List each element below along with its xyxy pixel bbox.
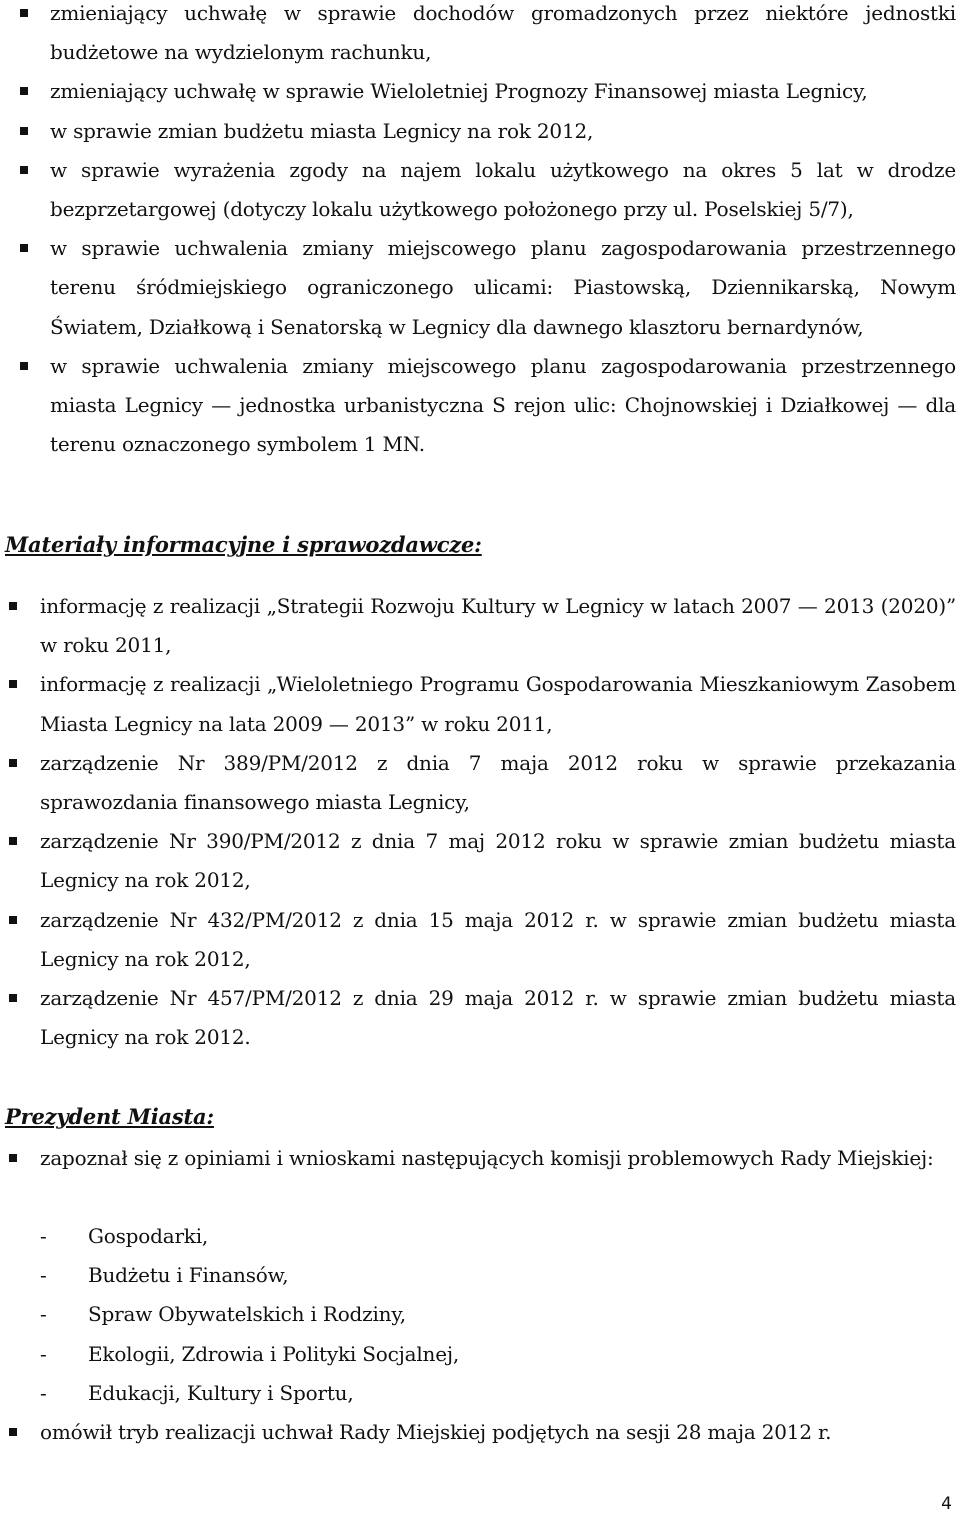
- list-item: [0, 822, 956, 900]
- square-bullet-icon: [9, 1154, 17, 1162]
- list-item: [0, 112, 956, 151]
- list-item: [0, 0, 956, 72]
- dash-marker: -: [40, 1263, 47, 1288]
- list-item: [0, 979, 956, 1057]
- list-item-text: zmieniający uchwałę w sprawie dochodów gromadzonych przez niektóre jednostki budżetowe na wydzielonym rachunku,: [50, 1, 956, 65]
- list-item: [0, 1413, 956, 1452]
- list-item-text: informację z realizacji „Strategii Rozwoju Kultury w Legnicy w latach 2007 — 2013 (2020)” w roku 2011,: [40, 594, 956, 658]
- list-item-text: w sprawie zmian budżetu miasta Legnicy na rok 2012,: [50, 118, 594, 143]
- list-item-text: zarządzenie Nr 389/PM/2012 z dnia 7 maja 2012 roku w sprawie przekazania sprawozdania finansowego miasta Legnicy,: [40, 750, 956, 815]
- committee-label: Budżetu i Finansów,: [88, 1263, 289, 1288]
- list-item: [0, 72, 956, 111]
- list-item-text: zarządzenie Nr 390/PM/2012 z dnia 7 maj 2012 roku w sprawie zmian budżetu miasta Legnicy na rok 2012,: [40, 829, 956, 893]
- square-bullet-icon: [9, 680, 17, 688]
- president-list: [0, 1139, 956, 1178]
- list-item-text: zmieniający uchwałę w sprawie Wieloletniej Prognozy Finansowej miasta Legnicy,: [50, 79, 868, 104]
- committee-item: [0, 1335, 900, 1374]
- materials-list: [0, 587, 956, 1057]
- dash-marker: -: [40, 1224, 47, 1248]
- list-item-text: informację z realizacji „Wieloletniego Programu Gospodarowania Mieszkaniowym Zasobem Miasta Legnicy na lata 2009 — 2013” w roku 2011,: [40, 672, 956, 736]
- committee-label: Gospodarki,: [88, 1224, 209, 1248]
- committee-label: Ekologii, Zdrowia i Polityki Socjalnej,: [88, 1341, 459, 1366]
- committee-label: Spraw Obywatelskich i Rodziny,: [88, 1302, 406, 1327]
- dash-marker: -: [40, 1341, 47, 1366]
- list-item-text: w sprawie wyrażenia zgody na najem lokalu użytkowego na okres 5 lat w drodze bezprzetargowej (dotyczy lokalu użytkowego położonego przy ul. Poselskiej 5/7),: [50, 157, 956, 222]
- committee-item: [0, 1295, 900, 1334]
- president-heading: Prezydent Miasta:: [5, 1104, 214, 1129]
- committees-list: [0, 1217, 900, 1413]
- list-item-text: w sprawie uchwalenia zmiany miejscowego planu zagospodarowania przestrzennego miasta Legnicy — jednostka urbanistyczna S rejon ulic: Chojnowskiej i Działkowej — dla terenu oznaczonego symbolem 1 MN.: [50, 353, 956, 457]
- square-bullet-icon: [20, 166, 28, 174]
- square-bullet-icon: [20, 9, 28, 17]
- square-bullet-icon: [20, 362, 28, 370]
- square-bullet-icon: [9, 602, 17, 610]
- list-item: [0, 229, 956, 347]
- square-bullet-icon: [9, 837, 17, 845]
- list-item-text: zarządzenie Nr 457/PM/2012 z dnia 29 maja 2012 r. w sprawie zmian budżetu miasta Legnicy na rok 2012.: [40, 986, 956, 1050]
- list-item-text: omówił tryb realizacji uchwał Rady Miejskiej podjętych na sesji 28 maja 2012 r.: [40, 1420, 832, 1444]
- list-item: [0, 347, 956, 465]
- resolutions-list: [0, 0, 956, 464]
- committee-item: [0, 1374, 900, 1413]
- materials-heading: Materiały informacyjne i sprawozdawcze:: [5, 532, 482, 557]
- page-number: 4: [941, 1494, 952, 1514]
- dash-marker: -: [40, 1302, 47, 1327]
- list-item: [0, 901, 956, 979]
- list-item-text: zarządzenie Nr 432/PM/2012 z dnia 15 maja 2012 r. w sprawie zmian budżetu miasta Legnicy na rok 2012,: [40, 907, 956, 971]
- list-item: [0, 587, 956, 665]
- committee-label: Edukacji, Kultury i Sportu,: [88, 1380, 354, 1405]
- square-bullet-icon: [20, 127, 28, 135]
- square-bullet-icon: [20, 244, 28, 252]
- president-list-continued: [0, 1413, 956, 1452]
- list-item-text: zapoznał się z opiniami i wnioskami następujących komisji problemowych Rady Miejskiej:: [40, 1146, 934, 1170]
- square-bullet-icon: [9, 994, 17, 1002]
- list-item: [0, 1139, 956, 1178]
- list-item: [0, 665, 956, 743]
- dash-marker: -: [40, 1380, 47, 1405]
- square-bullet-icon: [9, 759, 17, 767]
- list-item: [0, 151, 956, 229]
- committee-item: [0, 1217, 900, 1256]
- square-bullet-icon: [9, 1428, 17, 1436]
- square-bullet-icon: [9, 916, 17, 924]
- list-item: [0, 744, 956, 822]
- committee-item: [0, 1256, 900, 1295]
- square-bullet-icon: [20, 87, 28, 95]
- list-item-text: w sprawie uchwalenia zmiany miejscowego planu zagospodarowania przestrzennego terenu śródmiejskiego ograniczonego ulicami: Piastowską, Dziennikarską, Nowym Światem, Działkową i Senatorską w Legnicy dla dawnego klasztoru bernardynów,: [50, 236, 956, 339]
